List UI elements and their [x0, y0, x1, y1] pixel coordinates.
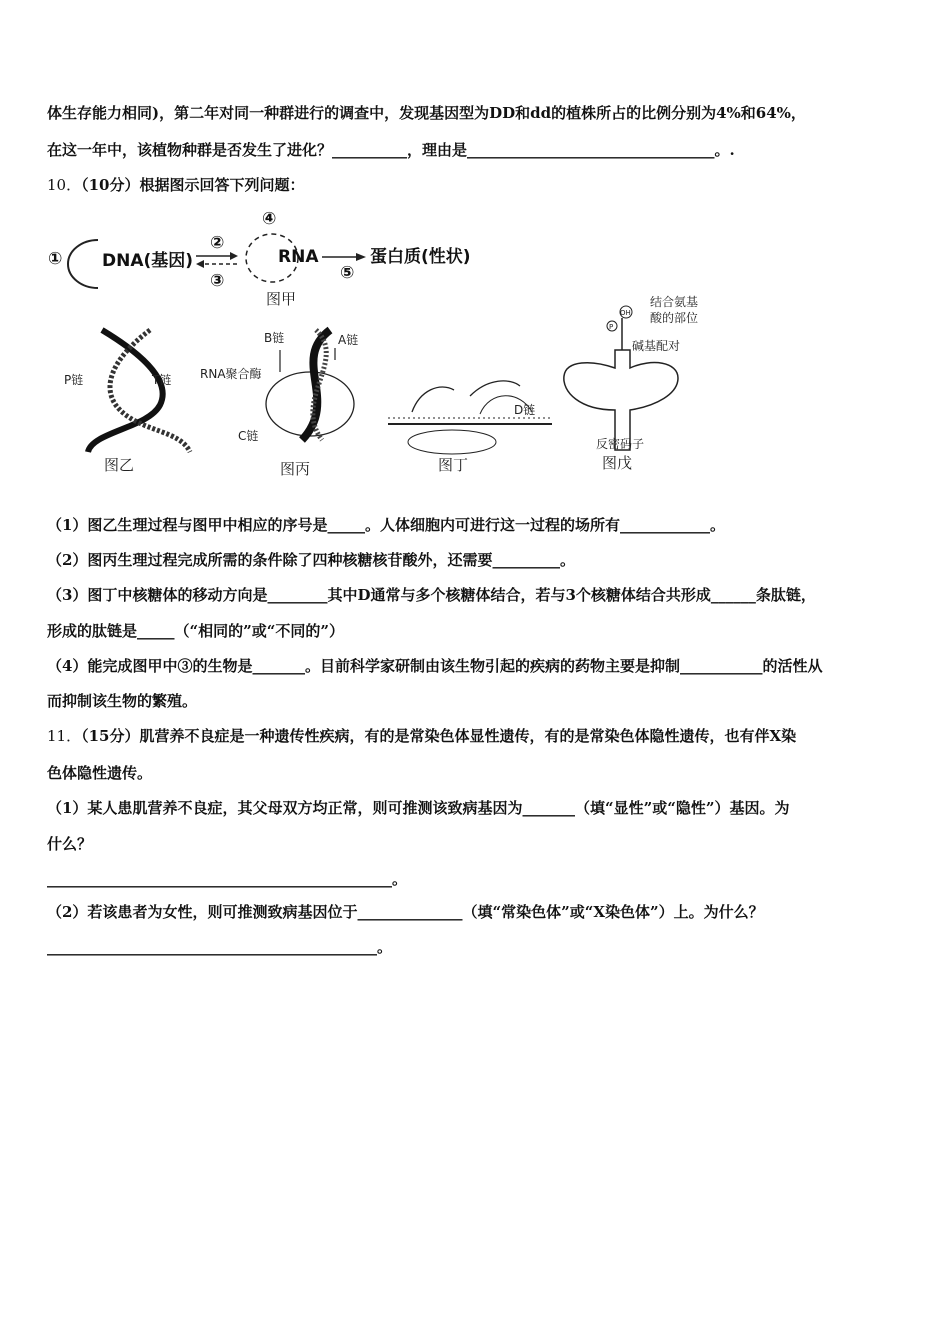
- q10-part-3b: 形成的肽链是_____（“相同的”或“不同的”）: [47, 622, 345, 640]
- base-pair-label: 碱基配对: [632, 339, 681, 353]
- rna-polymerase-label: RNA聚合酶: [200, 367, 262, 381]
- question-11-text: （15分）肌营养不良症是一种遗传性疾病，有的是常染色体显性遗传，有的是常染色体隐性遗传，也有伴X染: [81, 727, 797, 745]
- d-chain-label: D链: [514, 403, 536, 417]
- aa-site-label-2: 酸的部位: [650, 311, 699, 325]
- circ-4-label: ④: [262, 209, 277, 229]
- q11-text-b: 色体隐性遗传。: [47, 764, 153, 782]
- figure-wu-caption: 图戊: [602, 454, 633, 472]
- reverse-transcription-arrowhead: [196, 260, 204, 268]
- question-11-title: [47, 726, 910, 746]
- q11-part-1c: ______________________________________________。: [47, 870, 408, 888]
- q10-part-1: （1）图乙生理过程与图甲中相应的序号是_____。人体细胞内可进行这一过程的场所有____________。: [47, 516, 725, 534]
- circ-3-label: ③: [210, 271, 225, 291]
- dna-strand-t: [110, 330, 190, 452]
- oh-label: OH: [620, 309, 631, 317]
- q10-part-3a: （3）图丁中核糖体的移动方向是________其中D通常与多个核糖体结合，若与3个核糖体结合共形成______条肽链，: [47, 586, 816, 604]
- dna-strand-p: [88, 330, 163, 452]
- question-11-number: 11．: [47, 727, 82, 745]
- q11-part-2b: ____________________________________________。: [47, 938, 393, 956]
- c-chain-label: C链: [238, 429, 259, 443]
- question-10-text: （10分）根据图示回答下列问题：: [81, 176, 305, 194]
- a-chain-label: A链: [338, 333, 359, 347]
- translation-arrowhead: [356, 253, 366, 261]
- figure-ding-caption: 图丁: [438, 456, 469, 474]
- aa-site-label-1: 结合氨基: [650, 295, 699, 309]
- figure-gene-expression: [40, 200, 740, 490]
- figure-bing-caption: 图丙: [280, 460, 311, 478]
- t-chain-label: T链: [152, 373, 172, 387]
- q11-part-1b: 什么？: [47, 835, 93, 853]
- b-chain-label: B链: [264, 331, 285, 345]
- transcription-arrowhead: [230, 252, 238, 260]
- rna-label: RNA: [278, 247, 319, 267]
- p-chain-label: P链: [64, 373, 84, 387]
- replication-arc: [68, 240, 98, 288]
- q11-part-2a: （2）若该患者为女性，则可推测致病基因位于______________（填“常染色体”或“X染色体”）上。为什么？: [47, 903, 764, 921]
- bing-dna-helix: [302, 330, 330, 440]
- text-line-1: 体生存能力相同)，第二年对同一种群进行的调查中，发现基因型为DD和dd的植株所占的比例分别为4%和64%，: [47, 104, 806, 122]
- p-label: P: [609, 323, 614, 331]
- q10-part-4a: （4）能完成图甲中③的生物是_______。目前科学家研制由该生物引起的疾病的药物主要是抑制___________的活性从: [47, 657, 823, 675]
- circ-1-label: ①: [48, 249, 63, 269]
- trna-cloverleaf: [564, 350, 678, 450]
- figure-svg: [40, 200, 740, 490]
- q11-part-1a: （1）某人患肌营养不良症，其父母双方均正常，则可推测该致病基因为_______（填“显性”或“隐性”）基因。为: [47, 799, 790, 817]
- figure-yi-caption: 图乙: [104, 456, 135, 474]
- dna-label: DNA(基因): [102, 251, 194, 271]
- protein-label: 蛋白质(性状): [370, 247, 471, 267]
- text-line-2: 在这一年中，该植物种群是否发生了进化？__________，理由是_________________________________。.: [47, 141, 735, 159]
- circ-2-label: ②: [210, 233, 225, 253]
- circ-5-label: ⑤: [340, 263, 355, 283]
- q10-part-4b: 而抑制该生物的繁殖。: [47, 692, 198, 710]
- question-10-number: 10．: [47, 176, 82, 194]
- trna-left: [412, 387, 454, 412]
- q10-part-2: （2）图丙生理过程完成所需的条件除了四种核糖核苷酸外，还需要_________。: [47, 551, 575, 569]
- figure-jia-caption: 图甲: [266, 290, 297, 308]
- anticodon-label: 反密码子: [596, 437, 645, 451]
- question-10-title: [47, 175, 910, 195]
- peptide-chain-arrow: [470, 381, 520, 396]
- ribosome-small-subunit: [408, 430, 496, 454]
